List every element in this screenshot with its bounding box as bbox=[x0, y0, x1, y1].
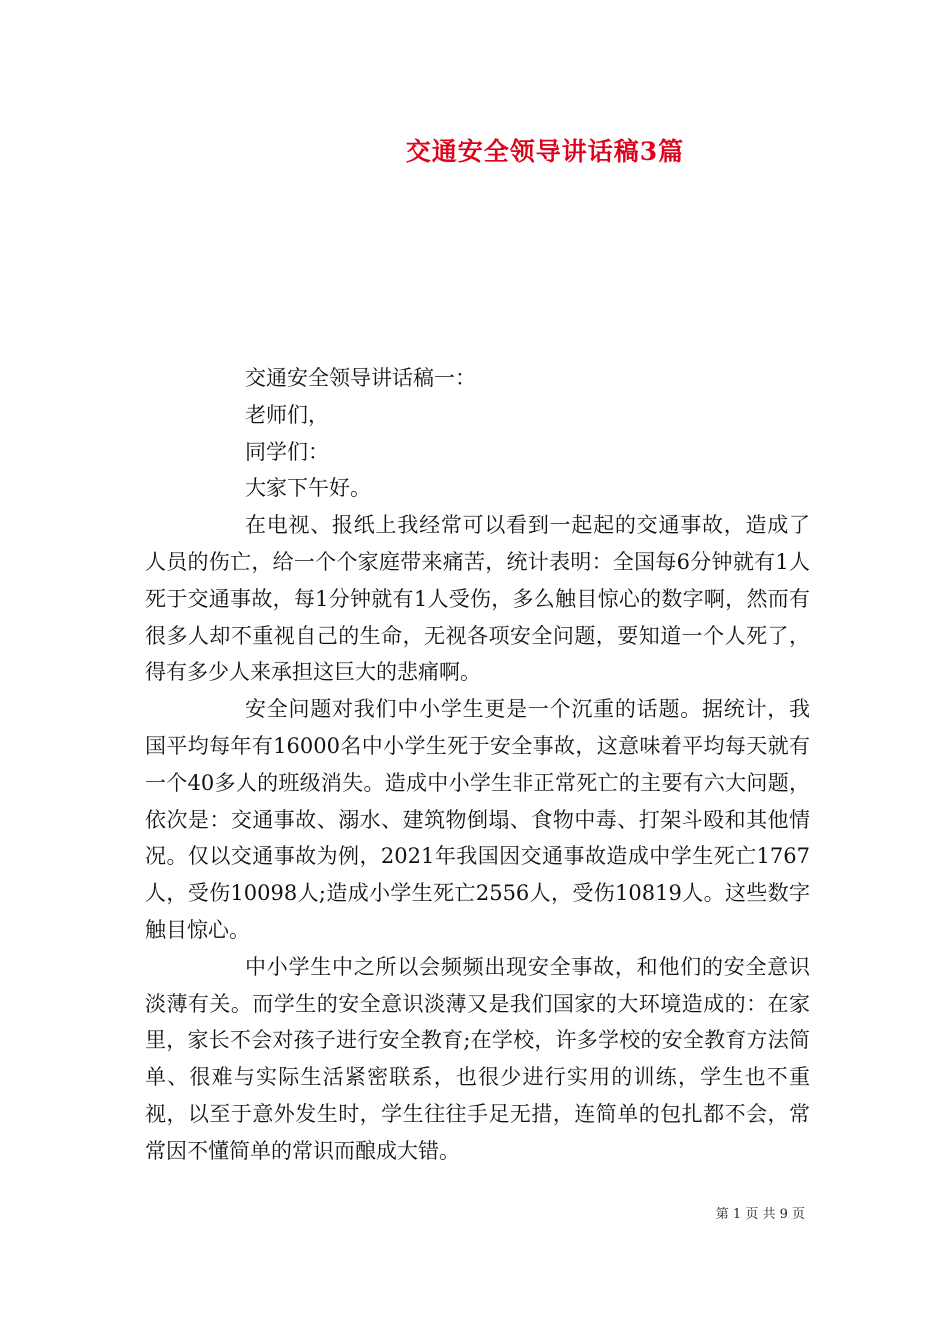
document-body bbox=[145, 360, 810, 1170]
section-heading: 交通安全领导讲话稿一： bbox=[245, 366, 476, 390]
page-number-footer: 第 1 页 共 9 页 bbox=[715, 1207, 805, 1222]
salutation-teachers: 老师们， bbox=[245, 402, 329, 427]
paragraph-3: 中小学生中之所以会频频出现安全事故，和他们的安全意识淡薄有关。而学生的安全意识淡薄又是我们国家的大环境造成的：在家里，家长不会对孩子进行安全教育;在学校，许多学校的安全教育方法简单、很难与实际生活紧密联系，也很少进行实用的训练，学生也不重视，以至于意外发生时，学生往往手足无措，连简单的包扎都不会，常常因不懂简单的常识而酿成大错。 bbox=[145, 954, 810, 1163]
greeting: 大家下午好。 bbox=[245, 476, 371, 501]
paragraph-2: 安全问题对我们中小学生更是一个沉重的话题。据统计，我国平均每年有16000名中小学生死于安全事故，这意味着平均每天就有一个40多人的班级消失。造成中小学生非正常死亡的主要有六大问题，依次是：交通事故、溺水、建筑物倒塌、食物中毒、打架斗殴和其他情况。仅以交通事故为例，2021年我国因交通事故造成中学生死亡1767人，受伤10098人;造成小学生死亡2556人，受伤10819人。这些数字触目惊心。 bbox=[145, 697, 810, 942]
paragraph-1: 在电视、报纸上我经常可以看到一起起的交通事故，造成了人员的伤亡，给一个个家庭带来痛苦，统计表明：全国每6分钟就有1人死于交通事故，每1分钟就有1人受伤，多么触目惊心的数字啊，然而有很多人却不重视自己的生命，无视各项安全问题，要知道一个人死了，得有多少人来承担这巨大的悲痛啊。 bbox=[145, 513, 810, 685]
salutation-students: 同学们： bbox=[245, 439, 329, 464]
document-title: 交通安全领导讲话稿3篇 bbox=[405, 137, 685, 166]
